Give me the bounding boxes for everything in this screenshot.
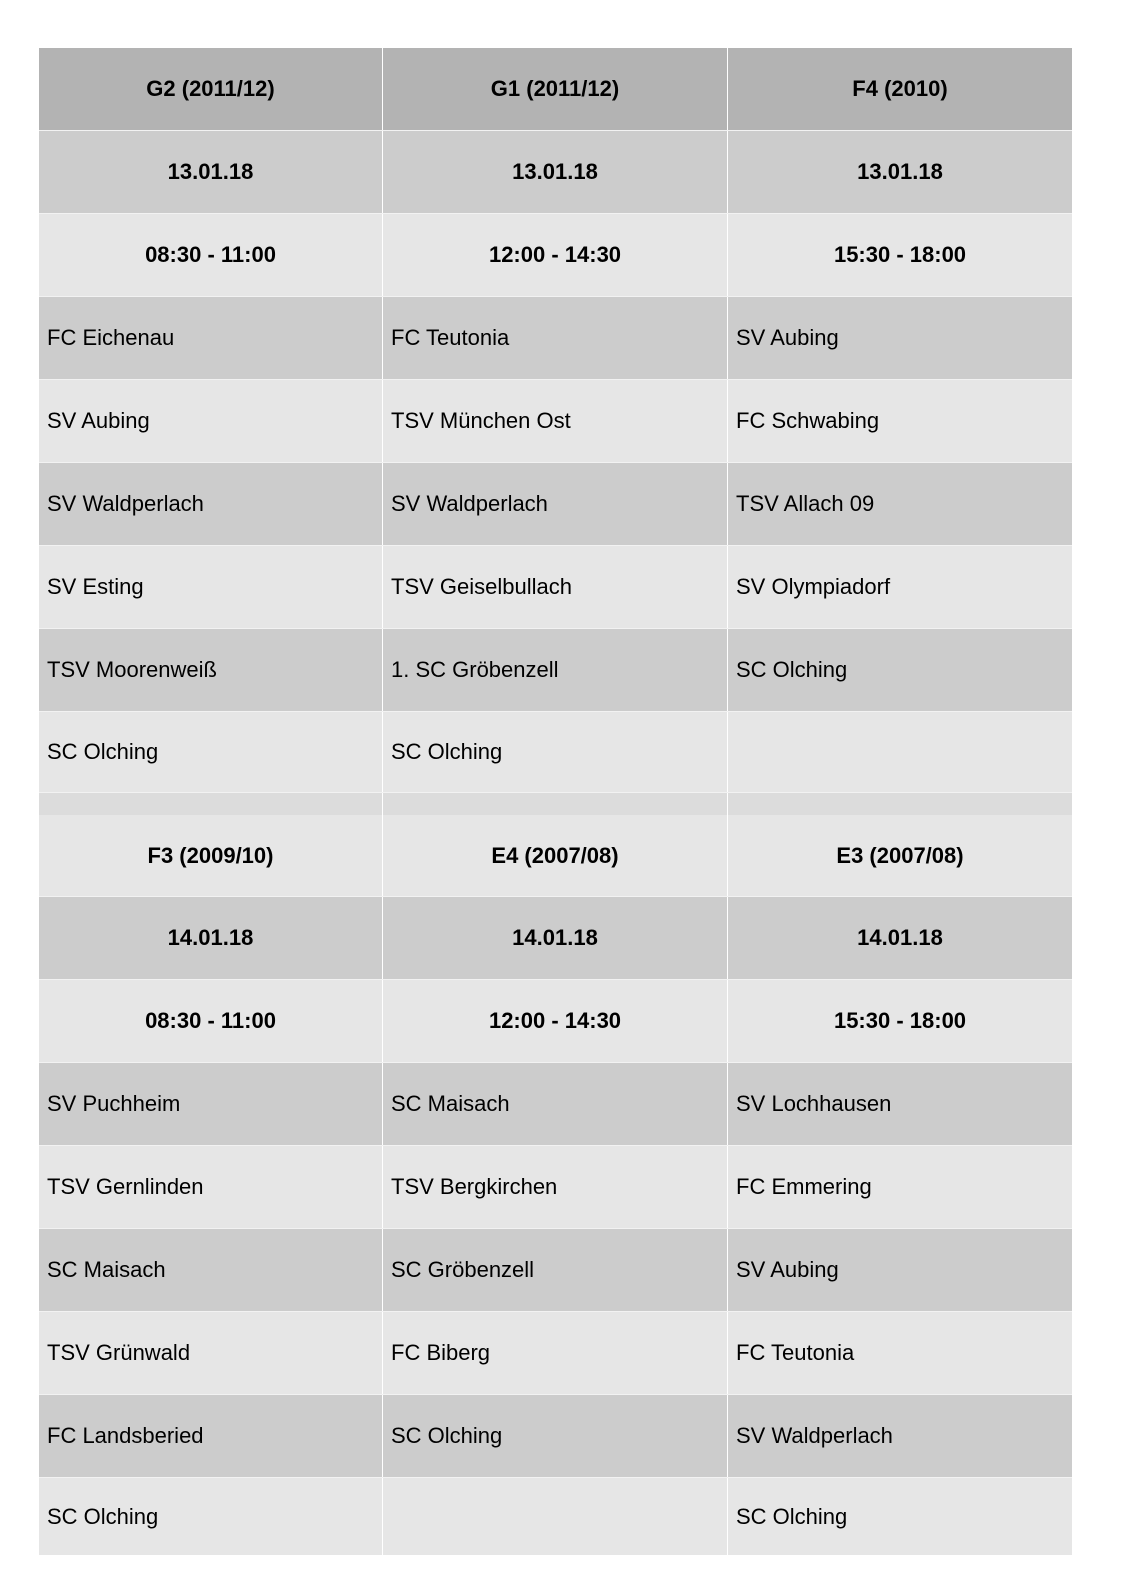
schedule-block-1 [39, 48, 1072, 793]
team-cell: SC Olching [383, 1395, 728, 1477]
time-cell: 08:30 - 11:00 [39, 214, 383, 296]
team-cell: SC Olching [39, 712, 383, 792]
group-header-row [39, 48, 1072, 131]
team-cell: SV Aubing [39, 380, 383, 462]
date-cell: 13.01.18 [857, 159, 943, 184]
team-row [39, 1478, 1072, 1555]
date-cell: 13.01.18 [39, 131, 383, 213]
team-cell: TSV Gernlinden [39, 1146, 383, 1228]
team-cell: SC Olching [736, 657, 848, 682]
team-cell: TSV Allach 09 [736, 491, 875, 516]
team-cell [728, 712, 1072, 792]
spacer-cell [39, 793, 383, 815]
time-cell: 08:30 - 11:00 [39, 980, 383, 1062]
group-header: F3 (2009/10) [39, 815, 383, 896]
date-cell: 14.01.18 [39, 897, 383, 979]
date-row [39, 131, 1072, 214]
team-cell: SC Gröbenzell [383, 1229, 728, 1311]
date-cell: 14.01.18 [857, 925, 943, 950]
team-cell: SV Lochhausen [736, 1091, 892, 1116]
team-cell: SV Aubing [736, 325, 839, 350]
time-row [39, 980, 1072, 1063]
team-cell [383, 1478, 728, 1555]
team-row [39, 380, 1072, 463]
spacer-cell [383, 793, 728, 815]
time-cell: 15:30 - 18:00 [833, 242, 967, 267]
team-cell: SV Waldperlach [736, 1423, 893, 1448]
team-cell: SC Olching [39, 1478, 383, 1555]
team-row [39, 463, 1072, 546]
team-cell: FC Teutonia [736, 1340, 855, 1365]
date-cell: 14.01.18 [383, 897, 728, 979]
time-cell: 12:00 - 14:30 [383, 980, 728, 1062]
team-row [39, 1229, 1072, 1312]
team-cell: SV Aubing [736, 1257, 839, 1282]
group-header: G2 (2011/12) [39, 48, 383, 130]
team-row [39, 546, 1072, 629]
team-cell: SV Waldperlach [39, 463, 383, 545]
team-cell: TSV Bergkirchen [383, 1146, 728, 1228]
team-cell: SC Maisach [39, 1229, 383, 1311]
schedule-table [39, 48, 1072, 1555]
date-row [39, 897, 1072, 980]
team-cell: 1. SC Gröbenzell [383, 629, 728, 711]
team-cell: TSV Moorenweiß [39, 629, 383, 711]
team-row [39, 1395, 1072, 1478]
group-header: E3 (2007/08) [836, 842, 964, 868]
team-cell: TSV München Ost [383, 380, 728, 462]
time-row [39, 214, 1072, 297]
block-spacer-row [39, 793, 1072, 815]
time-cell: 15:30 - 18:00 [833, 1008, 967, 1033]
team-row [39, 629, 1072, 712]
group-header-row [39, 815, 1072, 897]
date-cell: 13.01.18 [383, 131, 728, 213]
group-header: E4 (2007/08) [383, 815, 728, 896]
group-header: F4 (2010) [852, 76, 948, 101]
team-row [39, 1312, 1072, 1395]
schedule-block-2 [39, 815, 1072, 1555]
team-cell: TSV Grünwald [39, 1312, 383, 1394]
team-cell: FC Biberg [383, 1312, 728, 1394]
team-cell: TSV Geiselbullach [383, 546, 728, 628]
team-cell: SV Esting [39, 546, 383, 628]
group-header: G1 (2011/12) [383, 48, 728, 130]
team-cell: FC Eichenau [39, 297, 383, 379]
team-row [39, 297, 1072, 380]
team-row [39, 1063, 1072, 1146]
time-cell: 12:00 - 14:30 [383, 214, 728, 296]
team-cell: FC Teutonia [383, 297, 728, 379]
team-cell: SC Olching [383, 712, 728, 792]
team-cell: SV Waldperlach [383, 463, 728, 545]
team-cell: SC Maisach [383, 1063, 728, 1145]
team-cell: SC Olching [736, 1503, 848, 1529]
team-cell: FC Emmering [736, 1174, 872, 1199]
team-row [39, 1146, 1072, 1229]
spacer-cell [728, 793, 1072, 815]
team-cell: FC Landsberied [39, 1395, 383, 1477]
team-cell: FC Schwabing [736, 408, 880, 433]
team-row [39, 712, 1072, 793]
team-cell: SV Olympiadorf [736, 574, 891, 599]
team-cell: SV Puchheim [39, 1063, 383, 1145]
